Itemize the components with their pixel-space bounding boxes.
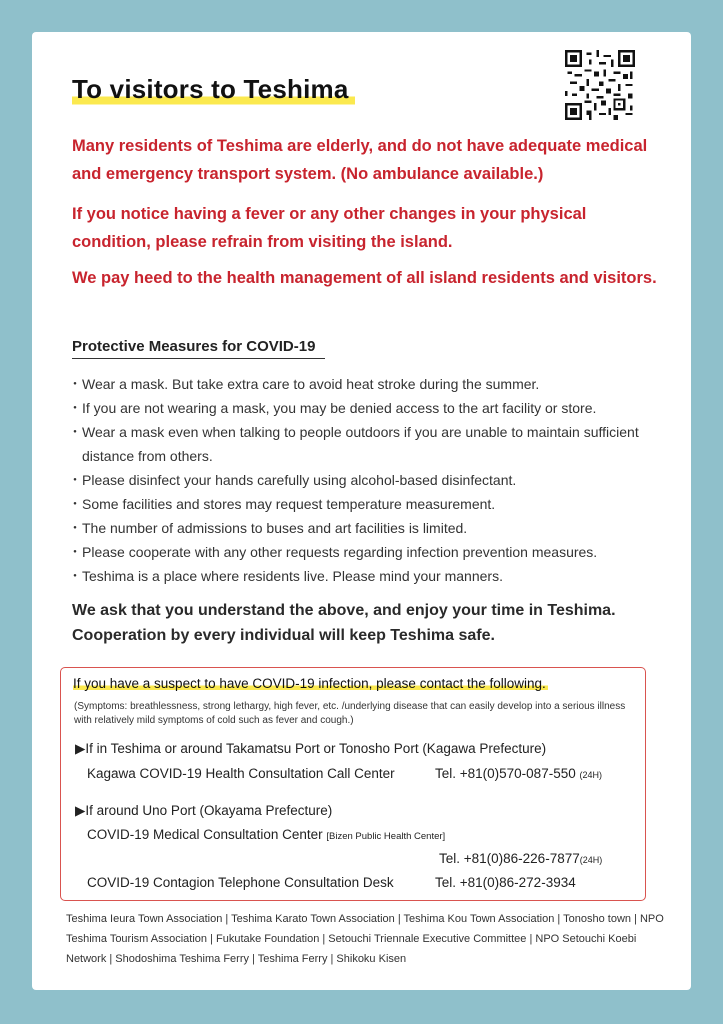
measures-heading: Protective Measures for COVID-19 (72, 338, 325, 359)
qr-code-icon (565, 50, 635, 120)
list-item: ・ If you are not wearing a mask, you may be denied access to the art facility or store. (68, 396, 668, 420)
closing-statement: We ask that you understand the above, and enjoy your time in Teshima. Cooperation by every individual will keep Teshima safe. (72, 602, 616, 644)
kagawa-hours: (24H) (579, 770, 603, 780)
okayama-center (87, 827, 445, 842)
kagawa-phone-number[interactable]: Tel. +81(0)570-087-550 (435, 766, 576, 781)
warning-health-management: We pay heed to the health management of all island residents and visitors. (72, 269, 657, 287)
warning-no-ambulance: Many residents of Teshima are elderly, and do not have adequate medical and emergency transport system. (No ambulance available.) (72, 137, 648, 183)
okayama-region: ▶If around Uno Port (Okayama Prefecture) (75, 803, 333, 818)
list-item: ・ Please disinfect your hands carefully using alcohol-based disinfectant. (68, 468, 668, 492)
kagawa-center: Kagawa COVID-19 Health Consultation Call Center (87, 766, 395, 781)
measures-list (68, 372, 668, 588)
warning-fever: If you notice having a fever or any other changes in your physical condition, please refrain from visiting the island. (72, 205, 587, 251)
footer-organizations: Teshima Ieura Town Association | Teshima Karato Town Association | Teshima Kou Town Association | Tonosho town | NPO Teshima Tourism Association | Fukutake Foundation | Setouchi Triennale Executive Committee | NPO Setouchi Koebi Network | Shodoshima Teshima Ferry | Teshima Ferry | Shikoku Kisen (66, 913, 664, 965)
notice-card (32, 32, 691, 990)
okayama-phone-number[interactable]: Tel. +81(0)86-226-7877 (439, 851, 580, 866)
okayama-hours: (24H) (579, 855, 603, 865)
page-title: To visitors to Teshima (72, 74, 355, 107)
contagion-desk: COVID-19 Contagion Telephone Consultation Desk (87, 875, 394, 890)
contact-heading: If you have a suspect to have COVID-19 infection, please contact the following. (73, 676, 546, 691)
okayama-center-note: [Bizen Public Health Center] (326, 831, 446, 842)
list-item: ・ Please cooperate with any other requests regarding infection prevention measures. (68, 540, 668, 564)
list-item: ・ Wear a mask even when talking to people outdoors if you are unable to maintain sufficient distance from others. (68, 420, 668, 468)
okayama-phone[interactable] (439, 851, 602, 866)
contact-box (60, 667, 646, 901)
contagion-phone[interactable]: Tel. +81(0)86-272-3934 (435, 875, 576, 890)
kagawa-phone[interactable] (435, 766, 602, 781)
list-item: ・ The number of admissions to buses and art facilities is limited. (68, 516, 668, 540)
list-item: ・ Some facilities and stores may request temperature measurement. (68, 492, 668, 516)
kagawa-region: ▶If in Teshima or around Takamatsu Port or Tonosho Port (Kagawa Prefecture) (75, 741, 547, 756)
okayama-center-name: COVID-19 Medical Consultation Center (87, 827, 323, 842)
list-item: ・ Wear a mask. But take extra care to avoid heat stroke during the summer. (68, 372, 668, 396)
list-item: ・ Teshima is a place where residents live. Please mind your manners. (68, 564, 668, 588)
symptoms-note: (Symptoms: breathlessness, strong lethargy, high fever, etc. /underlying disease that can easily develop into a serious illness with relatively mild symptoms of cold such as fever and cough.) (74, 701, 626, 726)
